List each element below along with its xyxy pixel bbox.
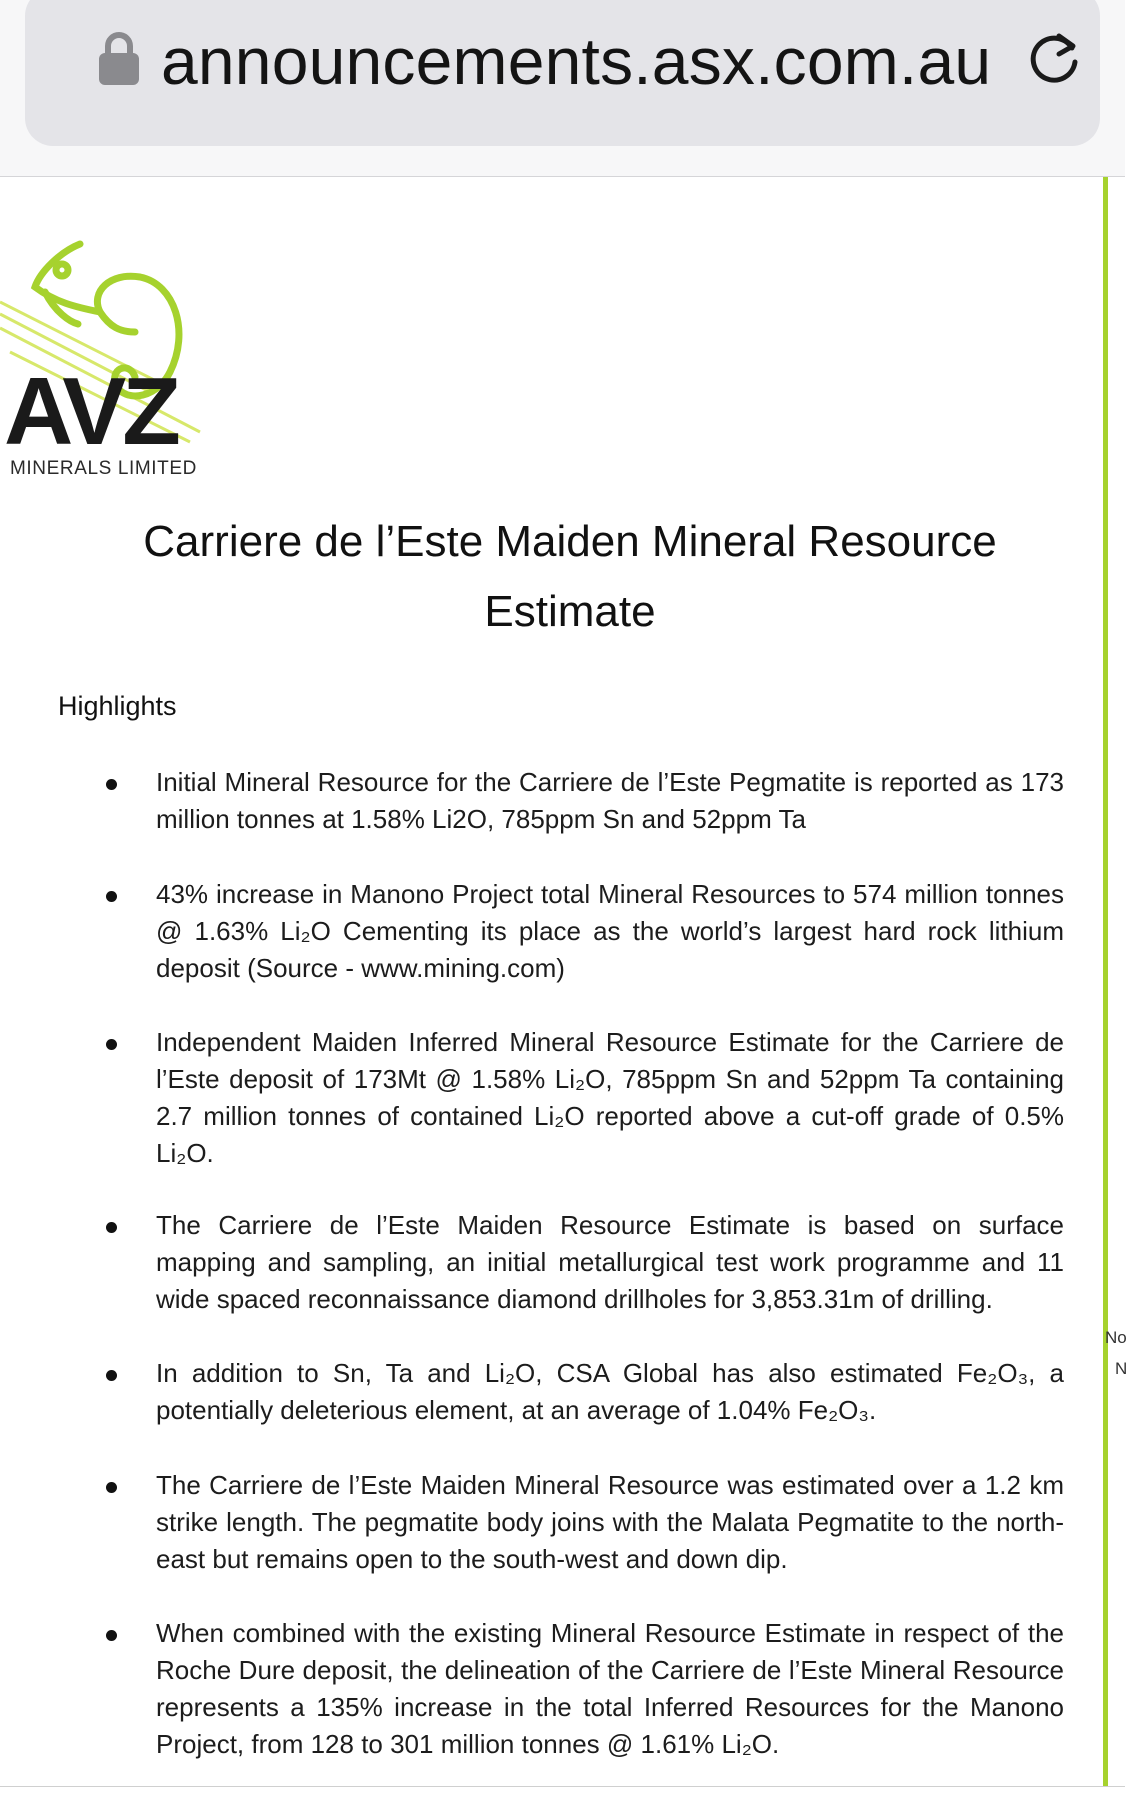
lock-icon [97,30,141,86]
bullet-icon [106,1039,117,1050]
highlight-text: The Carriere de l’Este Maiden Mineral Resource was estimated over a 1.2 km strike length. The pegmatite body joins with the Malata Pegmatite to the north-east but remains open to the south-west and down dip. [156,1470,1064,1574]
highlight-text: Independent Maiden Inferred Mineral Resource Estimate for the Carriere de l’Este deposit of 173Mt @ 1.58% Li₂O, 785ppm Sn and 52ppm Ta containing 2.7 million tonnes of contained Li₂O reported above a cut-off grade of 0.5% Li₂O. [156,1027,1064,1168]
avz-logo [0,232,215,472]
browser-top-bar [0,0,1125,177]
bullet-icon [106,1370,117,1381]
highlight-text: In addition to Sn, Ta and Li₂O, CSA Global has also estimated Fe₂O₃, a potentially deleterious element, at an average of 1.04% Fe₂O₃. [156,1358,1064,1425]
highlight-text: When combined with the existing Mineral Resource Estimate in respect of the Roche Dure deposit, the delineation of the Carriere de l’Este Mineral Resource represents a 135% increase in the total Inferred Resources for the Manono Project, from 128 to 301 million tonnes @ 1.61% Li₂O. [156,1618,1064,1759]
bullet-icon [106,1482,117,1493]
address-bar[interactable] [25,0,1100,146]
url-text[interactable]: announcements.asx.com.au [161,24,992,98]
bullet-icon [106,779,117,790]
reload-icon[interactable] [1023,24,1087,88]
title-line-1: Carriere de l’Este Maiden Mineral Resource [143,517,997,566]
document-page [0,177,1125,1795]
margin-fragment: No [1105,1328,1127,1347]
bullet-icon [106,1222,117,1233]
document-title [60,507,1080,647]
bullet-icon [106,891,117,902]
highlight-text: Initial Mineral Resource for the Carriere de l’Este Pegmatite is reported as 173 million tonnes at 1.58% Li2O, 785ppm Sn and 52ppm Ta [156,767,1064,834]
highlight-text: The Carriere de l’Este Maiden Resource Estimate is based on surface mapping and sampling, an initial metallurgical test work programme and 11 wide spaced reconnaissance diamond drillholes for 3,853.31m of drilling. [156,1210,1064,1314]
highlights-heading: Highlights [58,691,177,721]
page-bottom-divider [0,1786,1125,1787]
logo-wordmark: AVZ [4,358,177,465]
title-line-2: Estimate [484,587,656,636]
bullet-icon [106,1630,117,1641]
logo-subtitle: MINERALS LIMITED [10,458,197,479]
highlight-text: 43% increase in Manono Project total Mineral Resources to 574 million tonnes @ 1.63% Li₂O Cementing its place as the world’s largest hard rock lithium deposit (Source - www.mining.com) [156,879,1064,983]
page-accent-rule [1103,177,1108,1787]
margin-fragment: N [1115,1359,1127,1378]
